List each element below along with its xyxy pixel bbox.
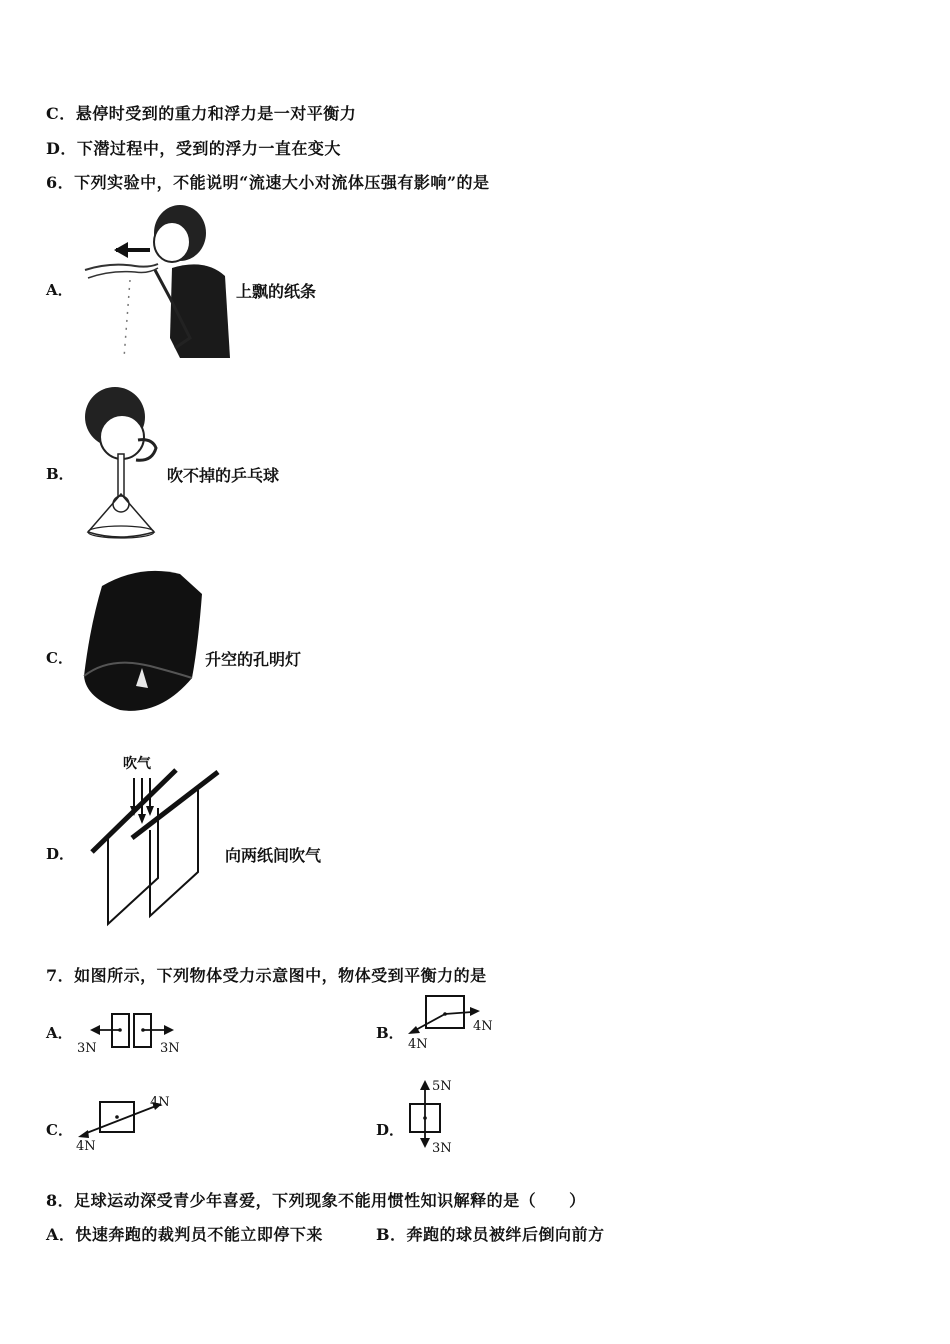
q6-option-b-label: B． xyxy=(46,465,74,483)
force-label: 4N xyxy=(76,1139,96,1152)
force-label: 3N xyxy=(77,1041,97,1056)
q5-option-c: C．悬停时受到的重力和浮力是一对平衡力 xyxy=(46,104,357,123)
q8-option-b: B．奔跑的球员被绊后倒向前方 xyxy=(376,1225,605,1244)
q5-option-d: D．下潜过程中，受到的浮力一直在变大 xyxy=(46,139,341,158)
q6-option-c-caption: 升空的孔明灯 xyxy=(205,650,302,669)
force-label: 4N xyxy=(408,1037,428,1052)
q8-option-a: A．快速奔跑的裁判员不能立即停下来 xyxy=(46,1225,323,1244)
q7-d-figure xyxy=(402,1074,466,1156)
q6-option-c-label: C． xyxy=(46,649,73,667)
q7-option-c-label: C． xyxy=(46,1121,73,1139)
q7-a-figure xyxy=(74,1008,186,1056)
q6-option-d-caption: 向两纸间吹气 xyxy=(225,846,322,865)
q6-d-figure xyxy=(86,748,222,930)
q6-option-b-caption: 吹不掉的乒乓球 xyxy=(167,466,280,485)
q6-b-figure xyxy=(80,382,170,544)
blow-label: 吹气 xyxy=(123,756,151,772)
q8-stem: 8．足球运动深受青少年喜爱，下列现象不能用惯性知识解释的是（ ） xyxy=(46,1191,586,1210)
q6-a-figure xyxy=(80,198,240,364)
q7-c-figure xyxy=(74,1090,178,1152)
force-label: 3N xyxy=(432,1141,452,1156)
q6-stem: 6．下列实验中，不能说明“流速大小对流体压强有影响”的是 xyxy=(46,173,490,192)
q6-option-a-caption: 上飘的纸条 xyxy=(236,282,317,301)
q7-option-b-label: B． xyxy=(376,1024,404,1042)
force-label: 3N xyxy=(160,1041,180,1056)
q7-option-a-label: A． xyxy=(46,1024,73,1042)
force-label: 5N xyxy=(432,1079,452,1094)
q7-option-d-label: D． xyxy=(376,1121,405,1139)
q6-option-d-label: D． xyxy=(46,845,75,863)
force-label: 4N xyxy=(473,1019,493,1034)
force-label: 4N xyxy=(150,1095,170,1110)
q6-option-a-label: A． xyxy=(46,281,73,299)
q6-c-figure xyxy=(80,566,206,716)
q7-b-figure xyxy=(404,992,500,1052)
q7-stem: 7．如图所示，下列物体受力示意图中，物体受到平衡力的是 xyxy=(46,966,487,985)
